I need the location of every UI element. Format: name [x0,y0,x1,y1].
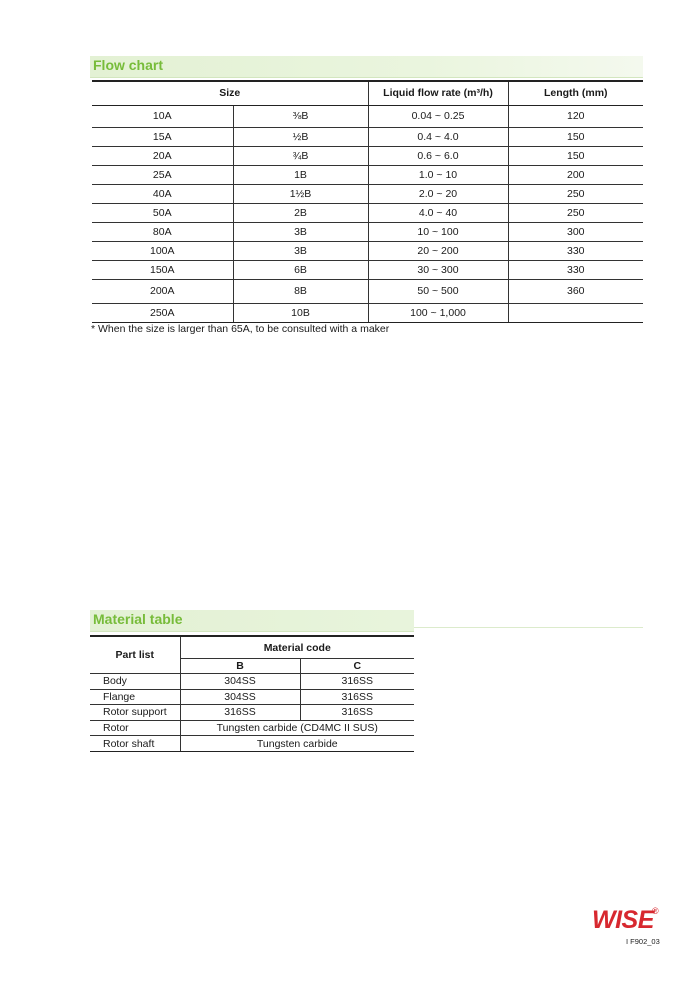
material-header-row [90,636,414,659]
flow-chart-note: * When the size is larger than 65A, to be consulted with a maker [91,323,390,335]
svg-text:WISE: WISE [592,906,654,934]
svg-text:®: ® [652,906,659,916]
material-b-cell: 316SS [180,705,300,721]
size-header: Size [92,81,368,105]
size-a-cell: 150A [92,260,233,279]
size-a-cell: 20A [92,146,233,165]
material-row [90,705,414,721]
size-a-cell: 10A [92,105,233,127]
part-name-cell: Rotor support [90,705,180,721]
material-row [90,736,414,752]
flow-rate-cell: 30 ~ 300 [368,260,508,279]
length-cell: 150 [508,146,643,165]
flow-rate-cell: 10 ~ 100 [368,222,508,241]
length-cell: 300 [508,222,643,241]
flow-rate-cell: 50 ~ 500 [368,279,508,303]
size-b-cell: ½B [233,127,368,146]
material-code-header: Material code [180,636,414,659]
flow-rate-cell: 1.0 ~ 10 [368,165,508,184]
flow-chart-row [92,222,643,241]
material-row [90,720,414,736]
material-table-header [90,610,414,632]
flow-chart-row [92,260,643,279]
flow-rate-cell: 20 ~ 200 [368,241,508,260]
part-name-cell: Flange [90,689,180,705]
size-a-cell: 15A [92,127,233,146]
part-name-cell: Rotor [90,720,180,736]
size-b-cell: 3B [233,241,368,260]
flow-chart-header [90,56,643,78]
part-name-cell: Body [90,674,180,690]
document-code: I F902_03 [626,937,660,946]
flow-chart-table [92,80,643,323]
flow-rate-cell: 100 ~ 1,000 [368,303,508,322]
flow-chart-header-row [92,81,643,105]
flow-rate-cell: 0.04 ~ 0.25 [368,105,508,127]
length-cell: 200 [508,165,643,184]
flow-chart-row [92,241,643,260]
material-b-cell: 304SS [180,674,300,690]
flow-chart-row [92,146,643,165]
flow-chart-row [92,203,643,222]
flow-chart-body [92,105,643,322]
size-b-cell: ¾B [233,146,368,165]
flow-chart-row [92,105,643,127]
flow-rate-cell: 0.6 ~ 6.0 [368,146,508,165]
part-list-header: Part list [90,636,180,674]
flow-chart-row [92,184,643,203]
flow-chart-row [92,127,643,146]
material-table-body [90,674,414,752]
material-table-title: Material table [93,611,183,627]
size-b-cell: 10B [233,303,368,322]
length-cell [508,303,643,322]
length-cell: 330 [508,241,643,260]
material-merged-cell: Tungsten carbide [180,736,414,752]
material-col-b-header: B [180,659,300,674]
material-header-rule [414,627,643,628]
size-a-cell: 50A [92,203,233,222]
material-b-cell: 304SS [180,689,300,705]
flow-rate-cell: 4.0 ~ 40 [368,203,508,222]
part-name-cell: Rotor shaft [90,736,180,752]
size-b-cell: 1½B [233,184,368,203]
size-b-cell: 2B [233,203,368,222]
length-cell: 250 [508,203,643,222]
flow-chart-row [92,165,643,184]
length-cell: 150 [508,127,643,146]
material-c-cell: 316SS [300,689,414,705]
length-header: Length (mm) [508,81,643,105]
flow-rate-header: Liquid flow rate (m³/h) [368,81,508,105]
length-cell: 120 [508,105,643,127]
material-c-cell: 316SS [300,674,414,690]
material-table [90,635,414,752]
flow-chart-row [92,303,643,322]
size-a-cell: 250A [92,303,233,322]
size-a-cell: 40A [92,184,233,203]
size-a-cell: 100A [92,241,233,260]
size-a-cell: 25A [92,165,233,184]
length-cell: 360 [508,279,643,303]
length-cell: 330 [508,260,643,279]
wise-logo [590,900,662,939]
flow-chart-title: Flow chart [93,57,164,73]
length-cell: 250 [508,184,643,203]
size-b-cell: 3B [233,222,368,241]
size-b-cell: ⅜B [233,105,368,127]
material-c-cell: 316SS [300,705,414,721]
material-row [90,689,414,705]
size-a-cell: 80A [92,222,233,241]
size-b-cell: 8B [233,279,368,303]
flow-chart-row [92,279,643,303]
flow-rate-cell: 2.0 ~ 20 [368,184,508,203]
material-merged-cell: Tungsten carbide (CD4MC II SUS) [180,720,414,736]
size-a-cell: 200A [92,279,233,303]
size-b-cell: 1B [233,165,368,184]
flow-rate-cell: 0.4 ~ 4.0 [368,127,508,146]
material-row [90,674,414,690]
wise-logo-mark [590,900,662,934]
size-b-cell: 6B [233,260,368,279]
material-col-c-header: C [300,659,414,674]
